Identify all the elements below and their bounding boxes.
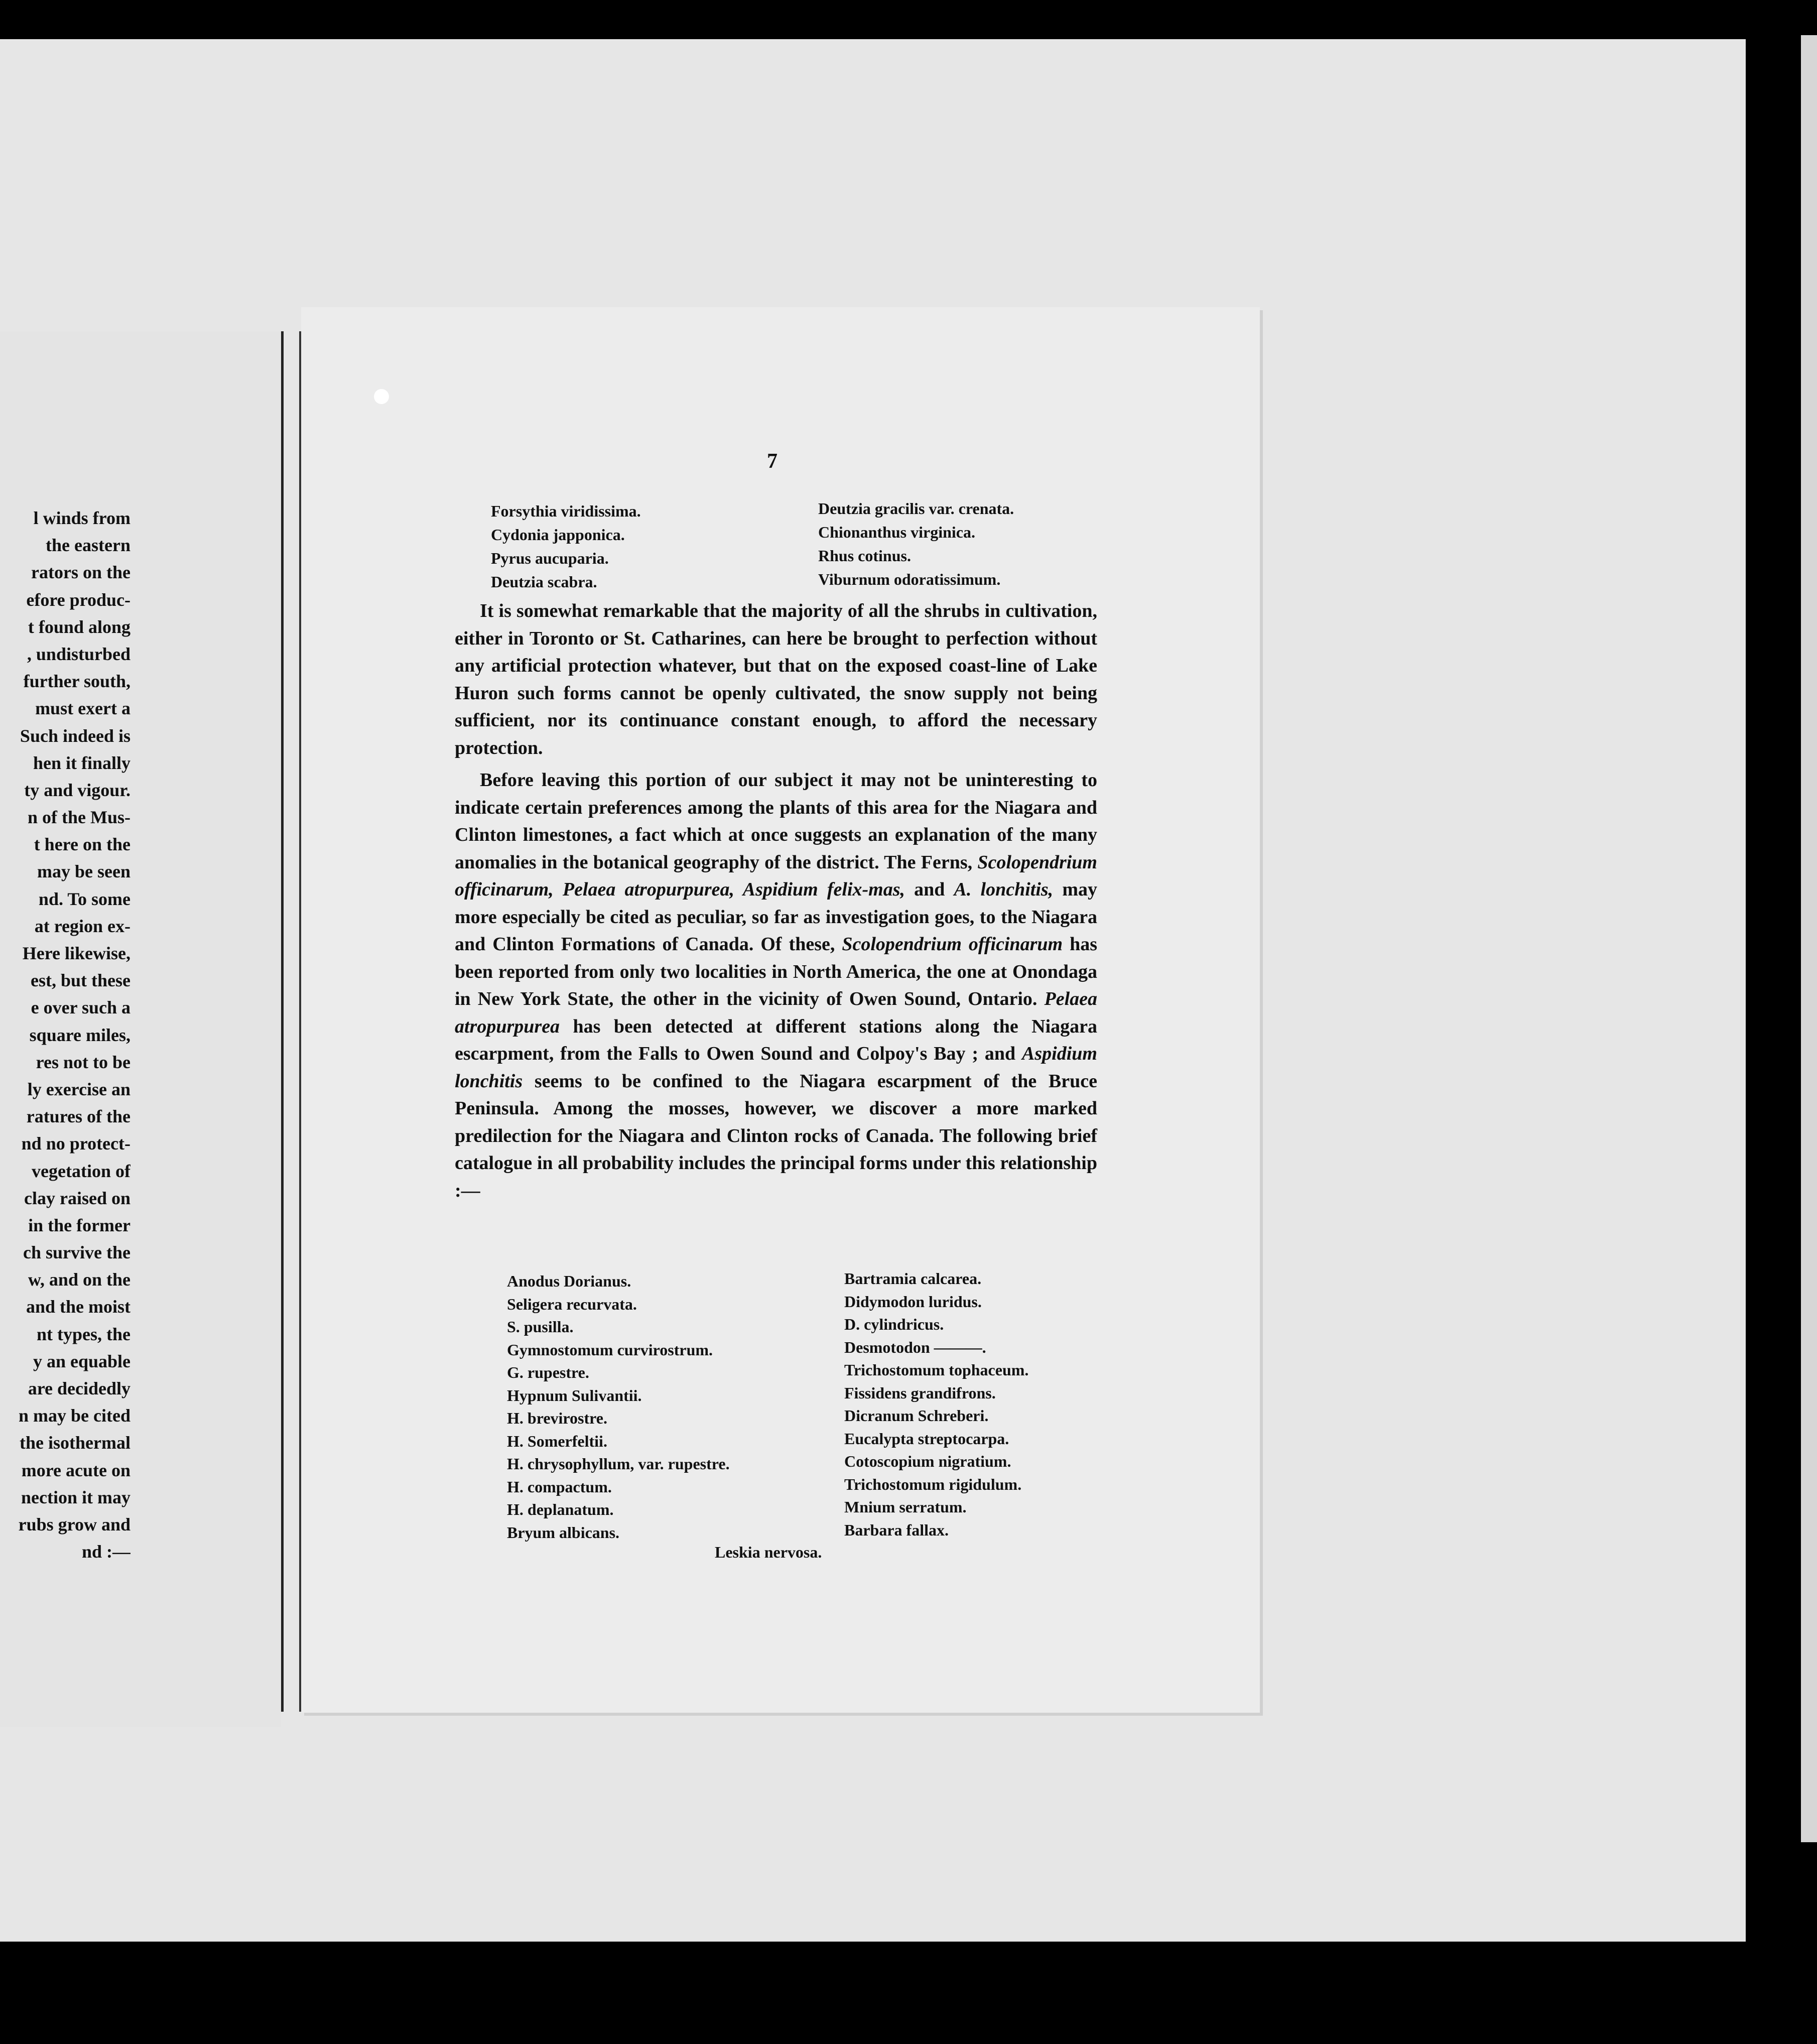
list-item: w, and on the xyxy=(28,1269,131,1290)
list-item: Viburnum odoratissimum. xyxy=(818,570,1001,588)
list-item: Trichostomum tophaceum. xyxy=(844,1361,1029,1379)
list-item: Pyrus aucuparia. xyxy=(491,549,609,567)
list-item: D. cylindricus. xyxy=(844,1315,944,1333)
paragraph-shrubs: It is somewhat remarkable that the majority of all the shrubs in cultivation, either in Toronto or St. Catharines, can here be brought to perfection without any artificial protection whatever, but that on the exposed coast-line of Lake Huron such forms cannot be openly cultivated, the snow supply not being sufficient, nor its continuance constant enough, to afford the necessary protection. xyxy=(455,600,1097,758)
shrub-list-left xyxy=(491,499,641,594)
list-item: y an equable xyxy=(33,1351,131,1371)
adjacent-sheet-edge xyxy=(1801,35,1817,1842)
moss-list-right xyxy=(844,1267,1028,1542)
list-item: Deutzia gracilis var. crenata. xyxy=(818,499,1014,518)
list-item: Forsythia viridissima. xyxy=(491,502,641,520)
list-item: Trichostomum rigidulum. xyxy=(844,1475,1022,1493)
list-item: nt types, the xyxy=(37,1324,131,1344)
list-item: Such indeed is xyxy=(20,725,131,746)
list-item: ly exercise an xyxy=(27,1079,131,1099)
page-edge-line xyxy=(299,331,301,1712)
list-item: may be seen xyxy=(37,861,131,882)
list-item: at region ex- xyxy=(34,916,131,936)
list-item: the eastern xyxy=(46,535,131,556)
list-item: rators on the xyxy=(31,562,131,583)
page-gutter-line xyxy=(281,331,284,1712)
list-item: nection it may xyxy=(21,1487,131,1507)
list-item: Cydonia japponica. xyxy=(491,526,625,544)
list-item: in the former xyxy=(28,1215,131,1235)
left-page-text xyxy=(0,504,131,1565)
list-item: nd no protect- xyxy=(21,1133,131,1154)
list-item: more acute on xyxy=(21,1460,131,1480)
list-item: further south, xyxy=(23,671,131,692)
list-item: must exert a xyxy=(35,698,131,719)
list-item: nd :— xyxy=(81,1542,131,1562)
list-item: Chionanthus virginica. xyxy=(818,523,975,541)
list-item: and the moist xyxy=(26,1297,131,1317)
list-item: Cotoscopium nigratium. xyxy=(844,1452,1011,1470)
list-item: Bartramia calcarea. xyxy=(844,1269,982,1288)
list-item: Desmotodon ———. xyxy=(844,1338,986,1356)
list-item: vegetation of xyxy=(32,1161,131,1181)
list-item: res not to be xyxy=(36,1052,131,1072)
moss-final-item: Leskia nervosa. xyxy=(715,1543,822,1561)
list-item: clay raised on xyxy=(24,1188,131,1208)
list-item: Bryum albicans. xyxy=(507,1523,620,1542)
list-item: Barbara fallax. xyxy=(844,1520,949,1539)
list-item: ratures of the xyxy=(26,1106,131,1127)
list-item: Deutzia scabra. xyxy=(491,573,597,591)
list-item: Dicranum Schreberi. xyxy=(844,1407,989,1425)
list-item: rubs grow and xyxy=(18,1514,131,1535)
list-item: l winds from xyxy=(33,508,131,528)
list-item: t found along xyxy=(28,616,131,637)
list-item: hen it finally xyxy=(33,752,131,773)
list-item: ch survive the xyxy=(23,1242,131,1263)
list-item: H. deplanatum. xyxy=(507,1500,614,1518)
list-item: Hypnum Sulivantii. xyxy=(507,1386,642,1404)
body-text xyxy=(455,597,1097,1204)
list-item: are decidedly xyxy=(28,1378,131,1398)
list-item: square miles, xyxy=(29,1025,131,1045)
paragraph-ferns-mosses: Before leaving this portion of our subject it may not be uninteresting to indicate certain preferences among the plants of this area for the Niagara and Clinton limestones, a fact which at once suggests an explanation of the many anomalies in the botanical geography of the district. The Ferns, Scolopendrium officinarum, Pelaea atropurpurea, Aspidium felix-mas, and A. lonchitis, may more especially be cited as peculiar, so far as investigation goes, to the Niagara and Clinton Formations of Canada. Of these, Scolopendrium officinarum has been reported from only two localities in North America, the one at Onondaga in New York State, the other in the vicinity of Owen Sound, Ontario. Pelaea atropurpurea has been detected at different stations along the Niagara escarpment, from the Falls to Owen Sound and Colpoy's Bay ; and Aspidium lonchitis seems to be confined to the Niagara escarpment of the Bruce Peninsula. Among the mosses, however, we discover a more marked predilection for the Niagara and Clinton rocks of Canada. The following brief catalogue in all probability includes the principal forms under this relationship :— xyxy=(455,770,1098,1201)
list-item: nd. To some xyxy=(38,888,131,909)
list-item: n of the Mus- xyxy=(28,807,131,828)
list-item: Anodus Dorianus. xyxy=(507,1272,631,1290)
list-item: Didymodon luridus. xyxy=(844,1292,982,1311)
list-item: Fissidens grandifrons. xyxy=(844,1383,996,1402)
list-item: n may be cited xyxy=(19,1406,131,1426)
list-item: Seligera recurvata. xyxy=(507,1295,637,1313)
list-item: e over such a xyxy=(31,997,131,1018)
list-item: est, but these xyxy=(31,970,131,991)
list-item: Eucalypta streptocarpa. xyxy=(844,1429,1009,1448)
list-item: the isothermal xyxy=(20,1433,131,1453)
list-item: , undisturbed xyxy=(27,644,131,664)
list-item: H. brevirostre. xyxy=(507,1409,607,1427)
list-item: Mnium serratum. xyxy=(844,1498,967,1516)
list-item: t here on the xyxy=(34,834,131,855)
list-item: S. pusilla. xyxy=(507,1318,574,1336)
list-item: G. rupestre. xyxy=(507,1363,589,1381)
scan-speck xyxy=(374,389,389,404)
list-item: Gymnostomum curvirostrum. xyxy=(507,1340,713,1359)
list-item: H. Somerfeltii. xyxy=(507,1432,607,1450)
shrub-list-right xyxy=(818,497,1014,591)
moss-list-left xyxy=(507,1270,730,1544)
list-item: H. chrysophyllum, var. rupestre. xyxy=(507,1455,730,1473)
list-item: efore produc- xyxy=(26,589,131,610)
list-item: H. compactum. xyxy=(507,1477,612,1496)
list-item: Here likewise, xyxy=(22,943,131,963)
list-item: ty and vigour. xyxy=(24,780,131,800)
page-number: 7 xyxy=(767,450,777,473)
list-item: Rhus cotinus. xyxy=(818,547,911,565)
